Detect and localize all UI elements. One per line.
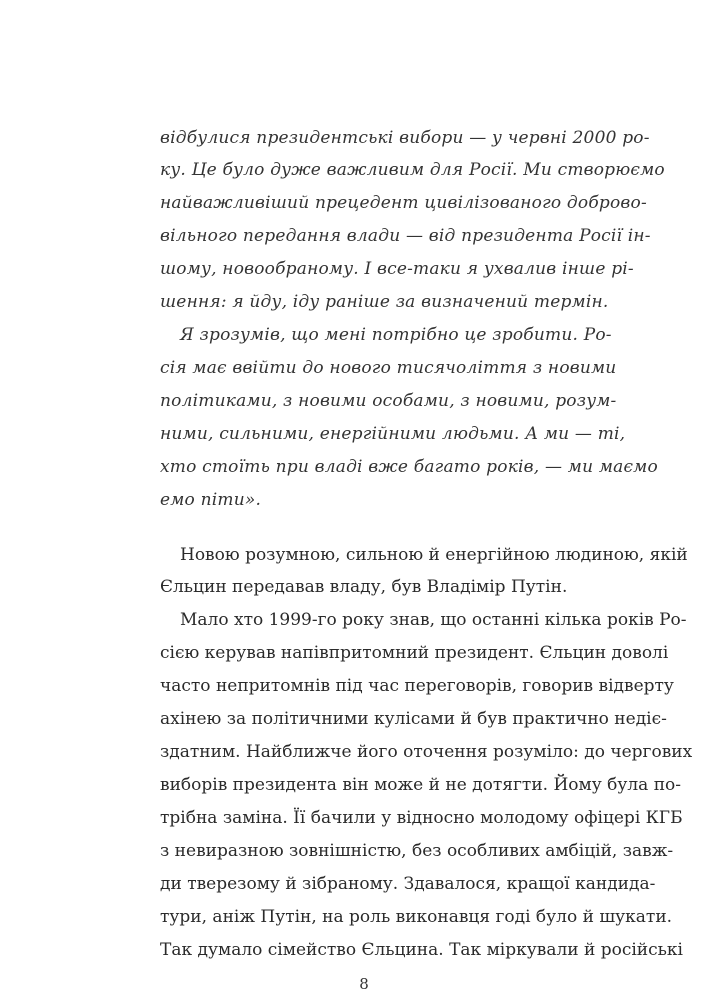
body-line: сією керував напівпритомний президент. Єльцин доволі [160, 643, 669, 663]
body-line: виборів президента він може й не дотягти. Йому була по- [160, 775, 682, 795]
body-line: Мало хто 1999-го року знав, що останні кілька років Ро- [180, 610, 687, 630]
quote-line: ними, сильними, енергійними людьми. А ми — ті, [160, 424, 626, 444]
body-line: Єльцин передавав владу, був Владімір Путін. [160, 577, 568, 597]
quote-line: шення: я йду, іду раніше за визначений термін. [160, 292, 609, 312]
quote-line: шому, новообраному. І все-таки я ухвалив інше рі- [160, 259, 634, 279]
body-line: Новою розумною, сильною й енергійною людиною, якій [180, 545, 688, 565]
body-line: з невиразною зовнішністю, без особливих амбіцій, завж- [160, 841, 674, 861]
body-line: ди тверезому й зібраному. Здавалося, кращої кандида- [160, 874, 656, 894]
quote-line: Я зрозумів, що мені потрібно це зробити. Ро- [180, 325, 612, 345]
body-line: тури, аніж Путін, на роль виконавця годі було й шукати. [160, 907, 673, 927]
quote-line: емо піти». [160, 490, 262, 510]
body-line: здатним. Найближче його оточення розуміло: до чергових [160, 742, 693, 762]
quote-line: ку. Це було дуже важливим для Росії. Ми створюємо [160, 160, 665, 180]
quote-line: відбулися президентські вибори — у червні 2000 ро- [160, 128, 650, 148]
body-line: Так думало сімейство Єльцина. Так міркували й російські [160, 940, 683, 960]
quote-line: вільного передання влади — від президента Росії ін- [160, 226, 651, 246]
quote-line: політиками, з новими особами, з новими, розум- [160, 391, 617, 411]
quote-line: сія має ввійти до нового тисячоліття з новими [160, 358, 617, 378]
body-line: ахінею за політичними кулісами й був практично недіє- [160, 709, 667, 729]
page-number: 8 [359, 975, 369, 993]
body-line: трібна заміна. Її бачили у відносно молодому офіцері КГБ [160, 808, 683, 828]
body-line: часто непритомнів під час переговорів, говорив відверту [160, 676, 674, 696]
quote-line: найважливіший прецедент цивілізованого доброво- [160, 193, 647, 213]
quote-line: хто стоїть при владі вже багато років, — ми маємо [160, 457, 658, 477]
